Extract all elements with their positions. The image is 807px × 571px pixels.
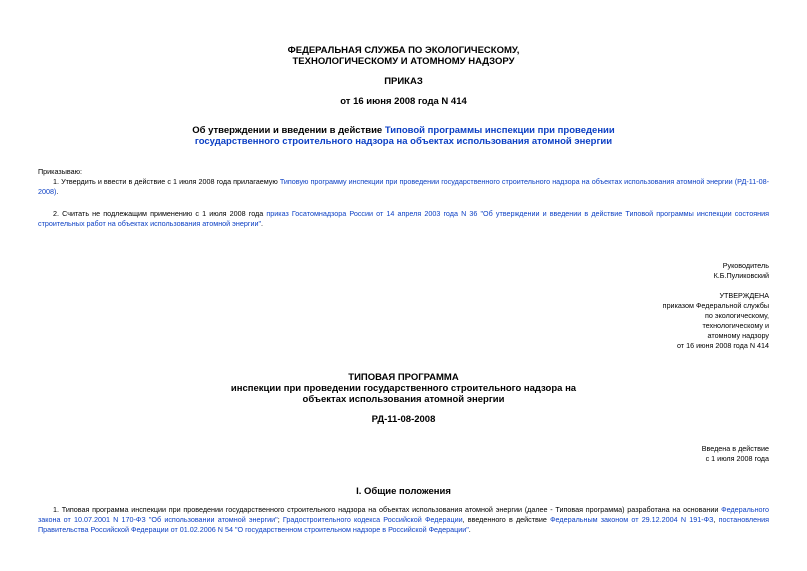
section-heading: I. Общие положения xyxy=(356,486,451,497)
federal-law-191-link[interactable]: Федеральным законом от 29.12.2004 N 191-ФЗ xyxy=(550,515,714,524)
approval-line-1: приказом Федеральной службы xyxy=(662,301,769,310)
doc-type: ПРИКАЗ xyxy=(384,76,423,87)
p1-text-4: , xyxy=(713,515,719,524)
signature-name: К.Б.Пуликовский xyxy=(713,271,769,280)
order-item-1-suffix: . xyxy=(56,187,59,196)
order-intro: Приказываю: xyxy=(38,167,82,176)
agency-line-2: ТЕХНОЛОГИЧЕСКОМУ И АТОМНОМУ НАДЗОРУ xyxy=(292,56,515,67)
approval-block xyxy=(663,291,769,351)
section-1-paragraph-1 xyxy=(38,505,769,535)
doc-date-number: от 16 июня 2008 года N 414 xyxy=(340,96,467,107)
effective-line-2: с 1 июля 2008 года xyxy=(705,454,769,463)
signature-title: Руководитель xyxy=(722,261,769,270)
order-item-1-text: 1. Утвердить и ввести в действие с 1 июля 2008 года прилагаемую xyxy=(53,177,280,186)
program-title: ТИПОВАЯ ПРОГРАММА xyxy=(348,372,459,383)
program-title-block xyxy=(0,372,807,405)
effective-block xyxy=(702,444,769,464)
approval-word: УТВЕРЖДЕНА xyxy=(719,291,769,300)
effective-line-1: Введена в действие xyxy=(701,444,769,453)
p1-text-2: ; xyxy=(277,515,283,524)
p1-text-1: 1. Типовая программа инспекции при проведении государственного строительного надзора на объектах использования атомной энергии (далее - Типовая программа) разработана на основании xyxy=(53,505,722,514)
gosatomnadzor-order-link[interactable]: приказ Госатомнадзора России от 14 апреля 2003 года N 36 "Об утверждении и введении в действие Типовой программы инспекции состояния строительных работ на объектах использования атомной энергии" xyxy=(38,209,769,228)
urban-code-link[interactable]: Градостроительного кодекса Российской Федерации xyxy=(282,515,463,524)
subject-link-1[interactable]: Типовой программы инспекции при проведении xyxy=(384,125,615,136)
order-item-2 xyxy=(38,209,769,229)
doc-subject xyxy=(0,125,807,147)
program-code: РД-11-08-2008 xyxy=(371,414,436,425)
program-subtitle-2: объектах использования атомной энергии xyxy=(302,394,505,405)
signature-block xyxy=(714,261,769,281)
approval-line-4: атомному надзору xyxy=(707,331,769,340)
order-item-2-suffix: . xyxy=(261,219,264,228)
order-item-1 xyxy=(38,177,769,197)
program-link[interactable]: Типовую программу инспекции при проведении государственного строительного надзора на объектах использования атомной энергии (РД-11-08-2008) xyxy=(38,177,769,196)
government-decree-link[interactable]: постановления Правительства Российской Федерации от 01.02.2006 N 54 "О государственном строительном надзоре в Российской Федерации" xyxy=(38,515,769,534)
atomic-energy-law-link[interactable]: Федерального закона от 10.07.2001 N 170-ФЗ "Об использовании атомной энергии" xyxy=(38,505,769,524)
program-subtitle-1: инспекции при проведении государственного строительного надзора на xyxy=(230,383,577,394)
approval-line-3: технологическому и xyxy=(702,321,769,330)
approval-line-5: от 16 июня 2008 года N 414 xyxy=(676,341,769,350)
approval-line-2: по экологическому, xyxy=(705,311,769,320)
subject-prefix: Об утверждении и введении в действие xyxy=(192,125,385,136)
agency-line-1: ФЕДЕРАЛЬНАЯ СЛУЖБА ПО ЭКОЛОГИЧЕСКОМУ, xyxy=(287,45,520,56)
agency-name xyxy=(0,45,807,67)
p1-text-5: . xyxy=(468,525,471,534)
order-item-2-text: 2. Считать не подлежащим применению с 1 июля 2008 года xyxy=(53,209,267,218)
p1-text-3: , введенного в действие xyxy=(462,515,551,524)
subject-link-2[interactable]: государственного строительного надзора на объектах использования атомной энергии xyxy=(194,136,613,147)
